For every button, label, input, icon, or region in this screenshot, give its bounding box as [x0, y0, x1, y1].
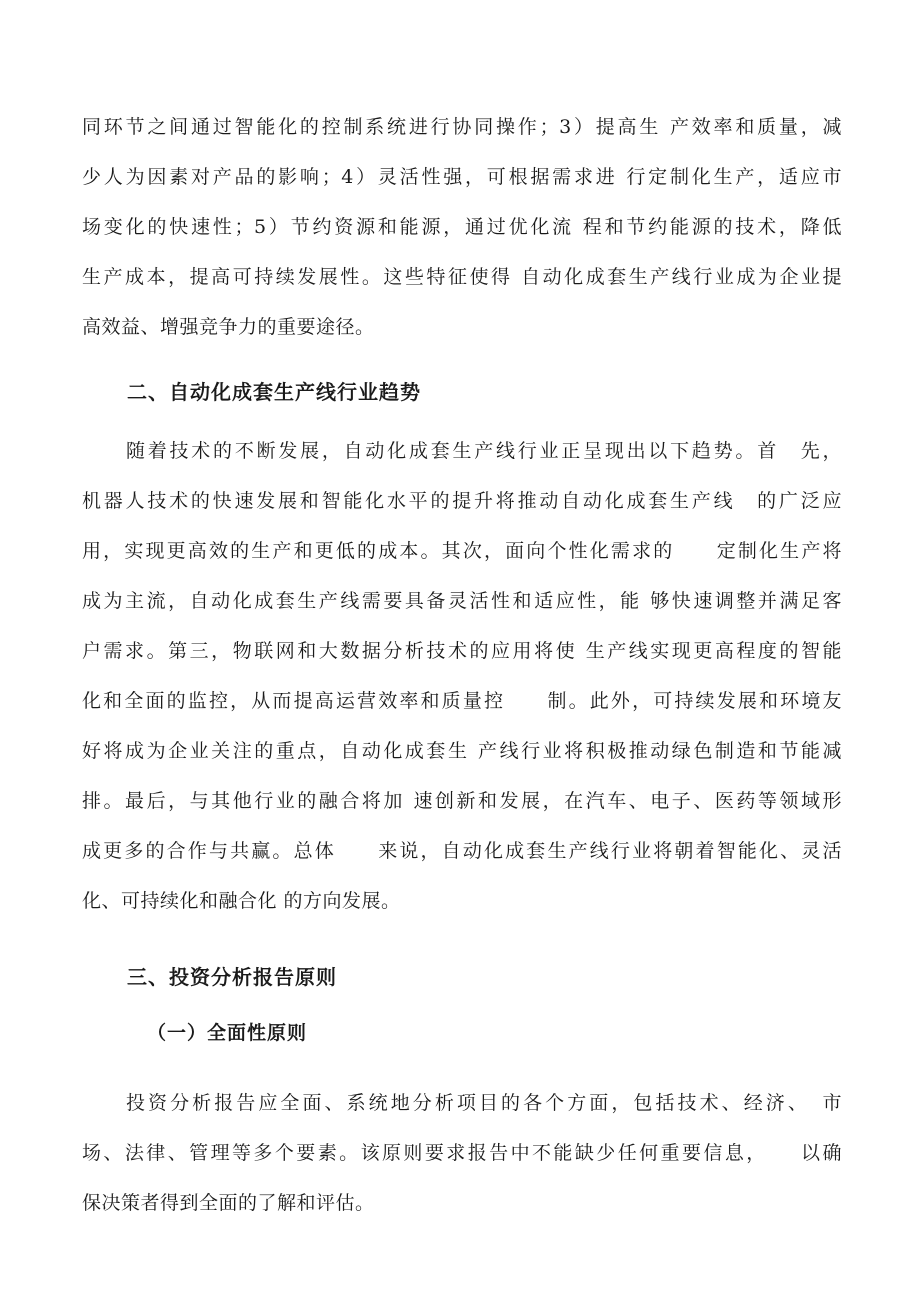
paragraph-trends	[82, 426, 842, 926]
paragraph-line: 机器人技术的快速发展和智能化水平的提升将推动自动化成套生产线 的广泛应	[82, 490, 842, 512]
paragraph-line: 化、可持续化和融合化 的方向发展。	[82, 890, 401, 912]
section-heading-trends: 二、自动化成套生产线行业趋势	[127, 380, 421, 404]
paragraph-line: 随着技术的不断发展，自动化成套生产线行业正呈现出以下趋势。首 先，	[126, 440, 842, 462]
paragraph-line: 户需求。第三，物联网和大数据分析技术的应用将使 生产线实现更高程度的智能	[82, 640, 842, 662]
paragraph-line: 场变化的快速性；5）节约资源和能源，通过优化流 程和节约能源的技术，降低	[82, 216, 842, 238]
paragraph-line: 少人为因素对产品的影响；4）灵活性强，可根据需求进 行定制化生产，适应市	[82, 166, 842, 188]
paragraph-principle	[82, 1078, 842, 1228]
paragraph-line: 场、法律、管理等多个要素。该原则要求报告中不能缺少任何重要信息， 以确	[82, 1142, 842, 1164]
paragraph-line: 投资分析报告应全面、系统地分析项目的各个方面，包括技术、经济、 市	[126, 1092, 842, 1114]
paragraph-line: 生产成本，提高可持续发展性。这些特征使得 自动化成套生产线行业成为企业提	[82, 266, 842, 288]
paragraph-line: 好将成为企业关注的重点，自动化成套生 产线行业将积极推动绿色制造和节能减	[82, 740, 842, 762]
paragraph-intro	[82, 102, 842, 352]
section-heading-principles: 三、投资分析报告原则	[127, 965, 337, 989]
subsection-heading-comprehensive: （一）全面性原则	[147, 1022, 308, 1044]
paragraph-line: 保决策者得到全面的了解和评估。	[82, 1192, 375, 1214]
paragraph-line: 排。最后，与其他行业的融合将加 速创新和发展，在汽车、电子、医药等领域形	[82, 790, 842, 812]
paragraph-line: 用，实现更高效的生产和更低的成本。其次，面向个性化需求的 定制化生产将	[82, 540, 842, 562]
paragraph-line: 成更多的合作与共赢。总体 来说，自动化成套生产线行业将朝着智能化、灵活	[82, 840, 842, 862]
paragraph-line: 高效益、增强竞争力的重要途径。	[82, 316, 375, 338]
paragraph-line: 同环节之间通过智能化的控制系统进行协同操作；3）提高生 产效率和质量，减	[82, 116, 842, 138]
paragraph-line: 成为主流，自动化成套生产线需要具备灵活性和适应性，能 够快速调整并满足客	[82, 590, 842, 612]
paragraph-line: 化和全面的监控，从而提高运营效率和质量控 制。此外，可持续发展和环境友	[82, 690, 842, 712]
